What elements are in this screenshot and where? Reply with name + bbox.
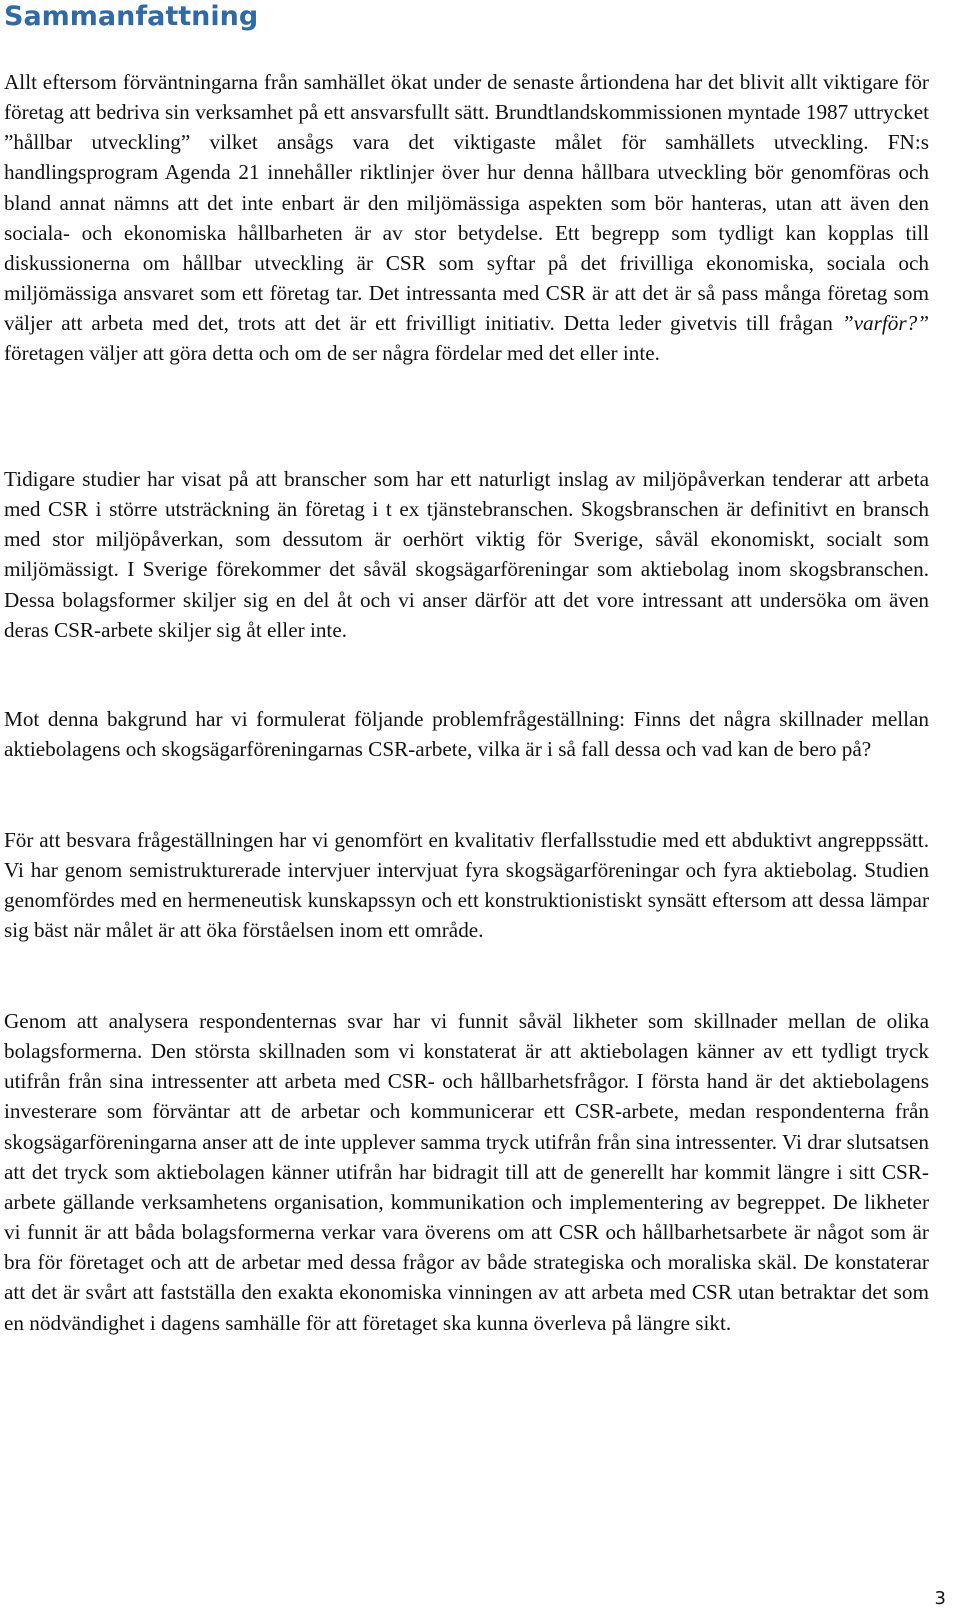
paragraph-1-text-a: Allt eftersom förväntningarna från samhället ökat under de senaste årtiondena har det blivit allt viktigare för företag att bedriva sin verksamhet på ett ansvarsfullt sätt. Brundtlandskommissionen myntade 1987 uttrycket ”hållbar utveckling” vilket ansågs vara det viktigaste målet för samhällets utveckling. FN:s handlingsprogram Agenda 21 innehåller riktlinjer över hur denna hållbara utveckling bör genomföras och bland annat nämns att det inte enbart är den miljömässiga aspekten som bör hanteras, utan att även den sociala- och ekonomiska hållbarheten är av stor betydelse. Ett begrepp som tydligt kan kopplas till diskussionerna om hållbar utveckling är CSR som syftar på det frivilliga ekonomiska, sociala och miljömässiga ansvaret som ett företag tar. Det intressanta med CSR är att det är så pass många företag som väljer att arbeta med det, trots att det är ett frivilligt initiativ. Detta leder givetvis till frågan — [4, 70, 929, 336]
paragraph-2: Tidigare studier har visat på att branscher som har ett naturligt inslag av miljöpåverkan tenderar att arbeta med CSR i större utsträckning än företag i t ex tjänstebranschen. Skogsbranschen är definitivt en bransch med stor miljöpåverkan, som dessutom är oerhört viktig för Sverige, såväl ekonomiskt, socialt som miljömässigt. I Sverige förekommer det såväl skogsägarföreningar som aktiebolag inom skogsbranschen. Dessa bolagsformer skiljer sig en del åt och vi anser därför att det vore intressant att undersöka om även deras CSR-arbete skiljer sig åt eller inte. — [4, 467, 929, 642]
paragraph-1-italic-question: ”varför?” — [841, 311, 929, 336]
paragraph-5: Genom att analysera respondenternas svar har vi funnit såväl likheter som skillnader mellan de olika bolagsformerna. Den största skillnaden som vi konstaterat är att aktiebolagen känner av ett tydligt tryck utifrån från sina intressenter att arbeta med CSR- och hållbarhetsfrågor. I första hand är det aktiebolagens investerare som förväntar att de arbetar och kommunicerar ett CSR-arbete, medan respondenterna från skogsägarföreningarna anser att de inte upplever samma tryck utifrån från sina intressenter. Vi drar slutsatsen att det tryck som aktiebolagen känner utifrån har bidragit till att de generellt har kommit längre i sitt CSR-arbete gällande verksamhetens organisation, kommunikation och implementering av begreppet. De likheter vi funnit är att båda bolagsformerna verkar vara överens om att CSR och hållbarhetsarbete är något som är bra för företaget och att de arbetar med dessa frågor av både strategiska och moraliska skäl. De konstaterar att det är svårt att fastställa den exakta ekonomiska vinningen av att arbeta med CSR utan betraktar det som en nödvändighet i dagens samhälle för att företaget ska kunna överleva på längre sikt. — [4, 1009, 929, 1335]
paragraph-1 — [4, 67, 929, 369]
paragraph-1-text-b: företagen väljer att göra detta och om de ser några fördelar med det eller inte. — [4, 341, 660, 366]
page-title: Sammanfattning — [4, 1, 259, 32]
paragraph-3: Mot denna bakgrund har vi formulerat följande problemfrågeställning: Finns det några skillnader mellan aktiebolagens och skogsägarföreningarnas CSR-arbete, vilka är i så fall dessa och vad kan de bero på? — [4, 707, 929, 762]
page-number: 3 — [934, 1588, 946, 1609]
paragraph-4: För att besvara frågeställningen har vi genomfört en kvalitativ flerfallsstudie med ett abduktivt angreppssätt. Vi har genom semistrukturerade intervjuer intervjuat fyra skogsägarföreningar och fyra aktiebolag. Studien genomfördes med en hermeneutisk kunskapssyn och ett konstruktionistiskt synsätt eftersom att dessa lämpar sig bäst när målet är att öka förståelsen inom ett område. — [4, 828, 929, 943]
